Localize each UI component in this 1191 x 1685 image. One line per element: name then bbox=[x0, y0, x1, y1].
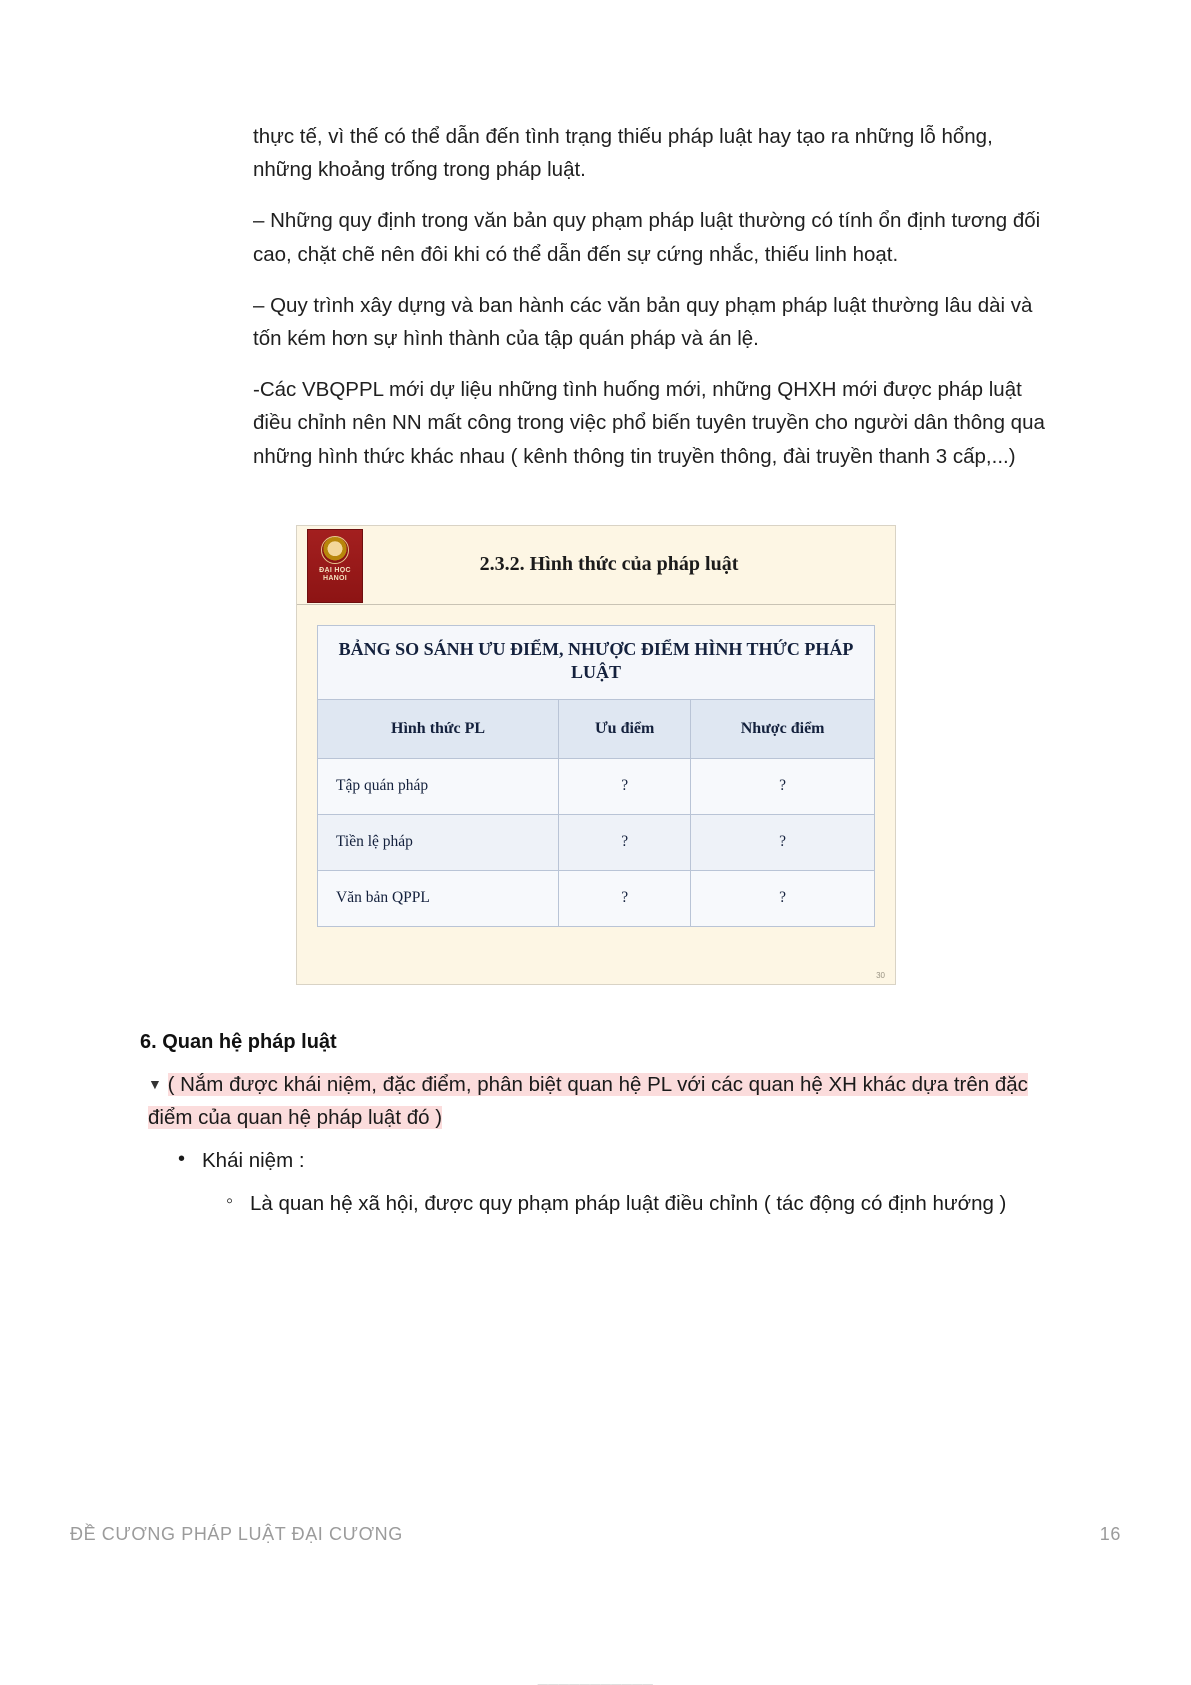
cell-form-3: Văn bản QPPL bbox=[318, 870, 559, 926]
cell-form-1: Tập quán pháp bbox=[318, 758, 559, 814]
slide-title: 2.3.2. Hình thức của pháp luật bbox=[479, 553, 739, 576]
column-header-disadvantages: Nhược điểm bbox=[691, 699, 875, 758]
cell-dis-2: ? bbox=[691, 814, 875, 870]
section-note-text: ( Nắm được khái niệm, đặc điểm, phân biệt quan hệ PL với các quan hệ XH khác dựa trên đặc điểm của quan hệ pháp luật đó ) bbox=[148, 1072, 1028, 1130]
paragraph-2: – Những quy định trong văn bản quy phạm pháp luật thường có tính ổn định tương đối cao, chặt chẽ nên đôi khi có thể dẫn đến sự cứng nhắc, thiếu linh hoạt. bbox=[253, 209, 1041, 266]
slide-header bbox=[297, 526, 895, 605]
slide-frame bbox=[296, 525, 896, 985]
university-logo-icon bbox=[307, 529, 363, 603]
embedded-slide-image bbox=[140, 525, 1052, 985]
list-item bbox=[202, 1144, 1052, 1220]
table-row bbox=[318, 758, 875, 814]
table-title: BẢNG SO SÁNH ƯU ĐIỂM, NHƯỢC ĐIỂM HÌNH THỨC PHÁP LUẬT bbox=[317, 625, 875, 699]
table-row bbox=[318, 870, 875, 926]
section-note bbox=[140, 1068, 1052, 1134]
footer-page-number: 16 bbox=[1099, 1524, 1121, 1544]
bullet-list-level-1 bbox=[140, 1144, 1052, 1220]
cell-adv-3: ? bbox=[559, 870, 691, 926]
paragraph-4: -Các VBQPPL mới dự liệu những tình huống mới, những QHXH mới được pháp luật điều chỉnh nên NN mất công trong việc phổ biến tuyên truyền cho người dân thông qua những hình thức khác nhau ( kênh thông tin truyền thông, đài truyền thanh 3 cấp,...) bbox=[253, 378, 1045, 468]
crest-icon bbox=[321, 536, 349, 564]
paragraph-1: thực tế, vì thế có thể dẫn đến tình trạng thiếu pháp luật hay tạo ra những lỗ hổng, những khoảng trống trong pháp luật. bbox=[253, 125, 993, 182]
comparison-table bbox=[317, 699, 875, 927]
bullet-1-label: Khái niệm : bbox=[202, 1149, 305, 1173]
column-header-form: Hình thức PL bbox=[318, 699, 559, 758]
slide-page-number: 30 bbox=[876, 970, 885, 980]
slide-body bbox=[297, 605, 895, 937]
cell-adv-2: ? bbox=[559, 814, 691, 870]
cell-form-2: Tiền lệ pháp bbox=[318, 814, 559, 870]
logo-line-1: ĐẠI HỌC bbox=[319, 566, 351, 574]
table-header-row bbox=[318, 699, 875, 758]
cell-dis-1: ? bbox=[691, 758, 875, 814]
column-header-advantages: Ưu điểm bbox=[559, 699, 691, 758]
next-page-edge: ▁▁▁▁▁▁▁▁▁▁▁ bbox=[537, 1671, 654, 1685]
cell-dis-3: ? bbox=[691, 870, 875, 926]
bullet-list-level-2 bbox=[202, 1187, 1052, 1220]
page-content bbox=[140, 120, 1052, 1229]
page-footer bbox=[70, 1524, 1121, 1545]
paragraph-3: – Quy trình xây dựng và ban hành các văn bản quy phạm pháp luật thường lâu dài và tốn kém hơn sự hình thành của tập quán pháp và án lệ. bbox=[253, 293, 1033, 351]
collapse-triangle-icon[interactable]: ▼ bbox=[148, 1075, 162, 1092]
section-heading: 6. Quan hệ pháp luật bbox=[140, 1030, 337, 1053]
table-row bbox=[318, 814, 875, 870]
cell-adv-1: ? bbox=[559, 758, 691, 814]
list-item: ◦ Là quan hệ xã hội, được quy phạm pháp luật điều chỉnh ( tác động có định hướng ) bbox=[250, 1187, 1052, 1220]
logo-line-2: HANOI bbox=[322, 574, 348, 582]
footer-title: ĐỀ CƯƠNG PHÁP LUẬT ĐẠI CƯƠNG bbox=[70, 1524, 403, 1544]
